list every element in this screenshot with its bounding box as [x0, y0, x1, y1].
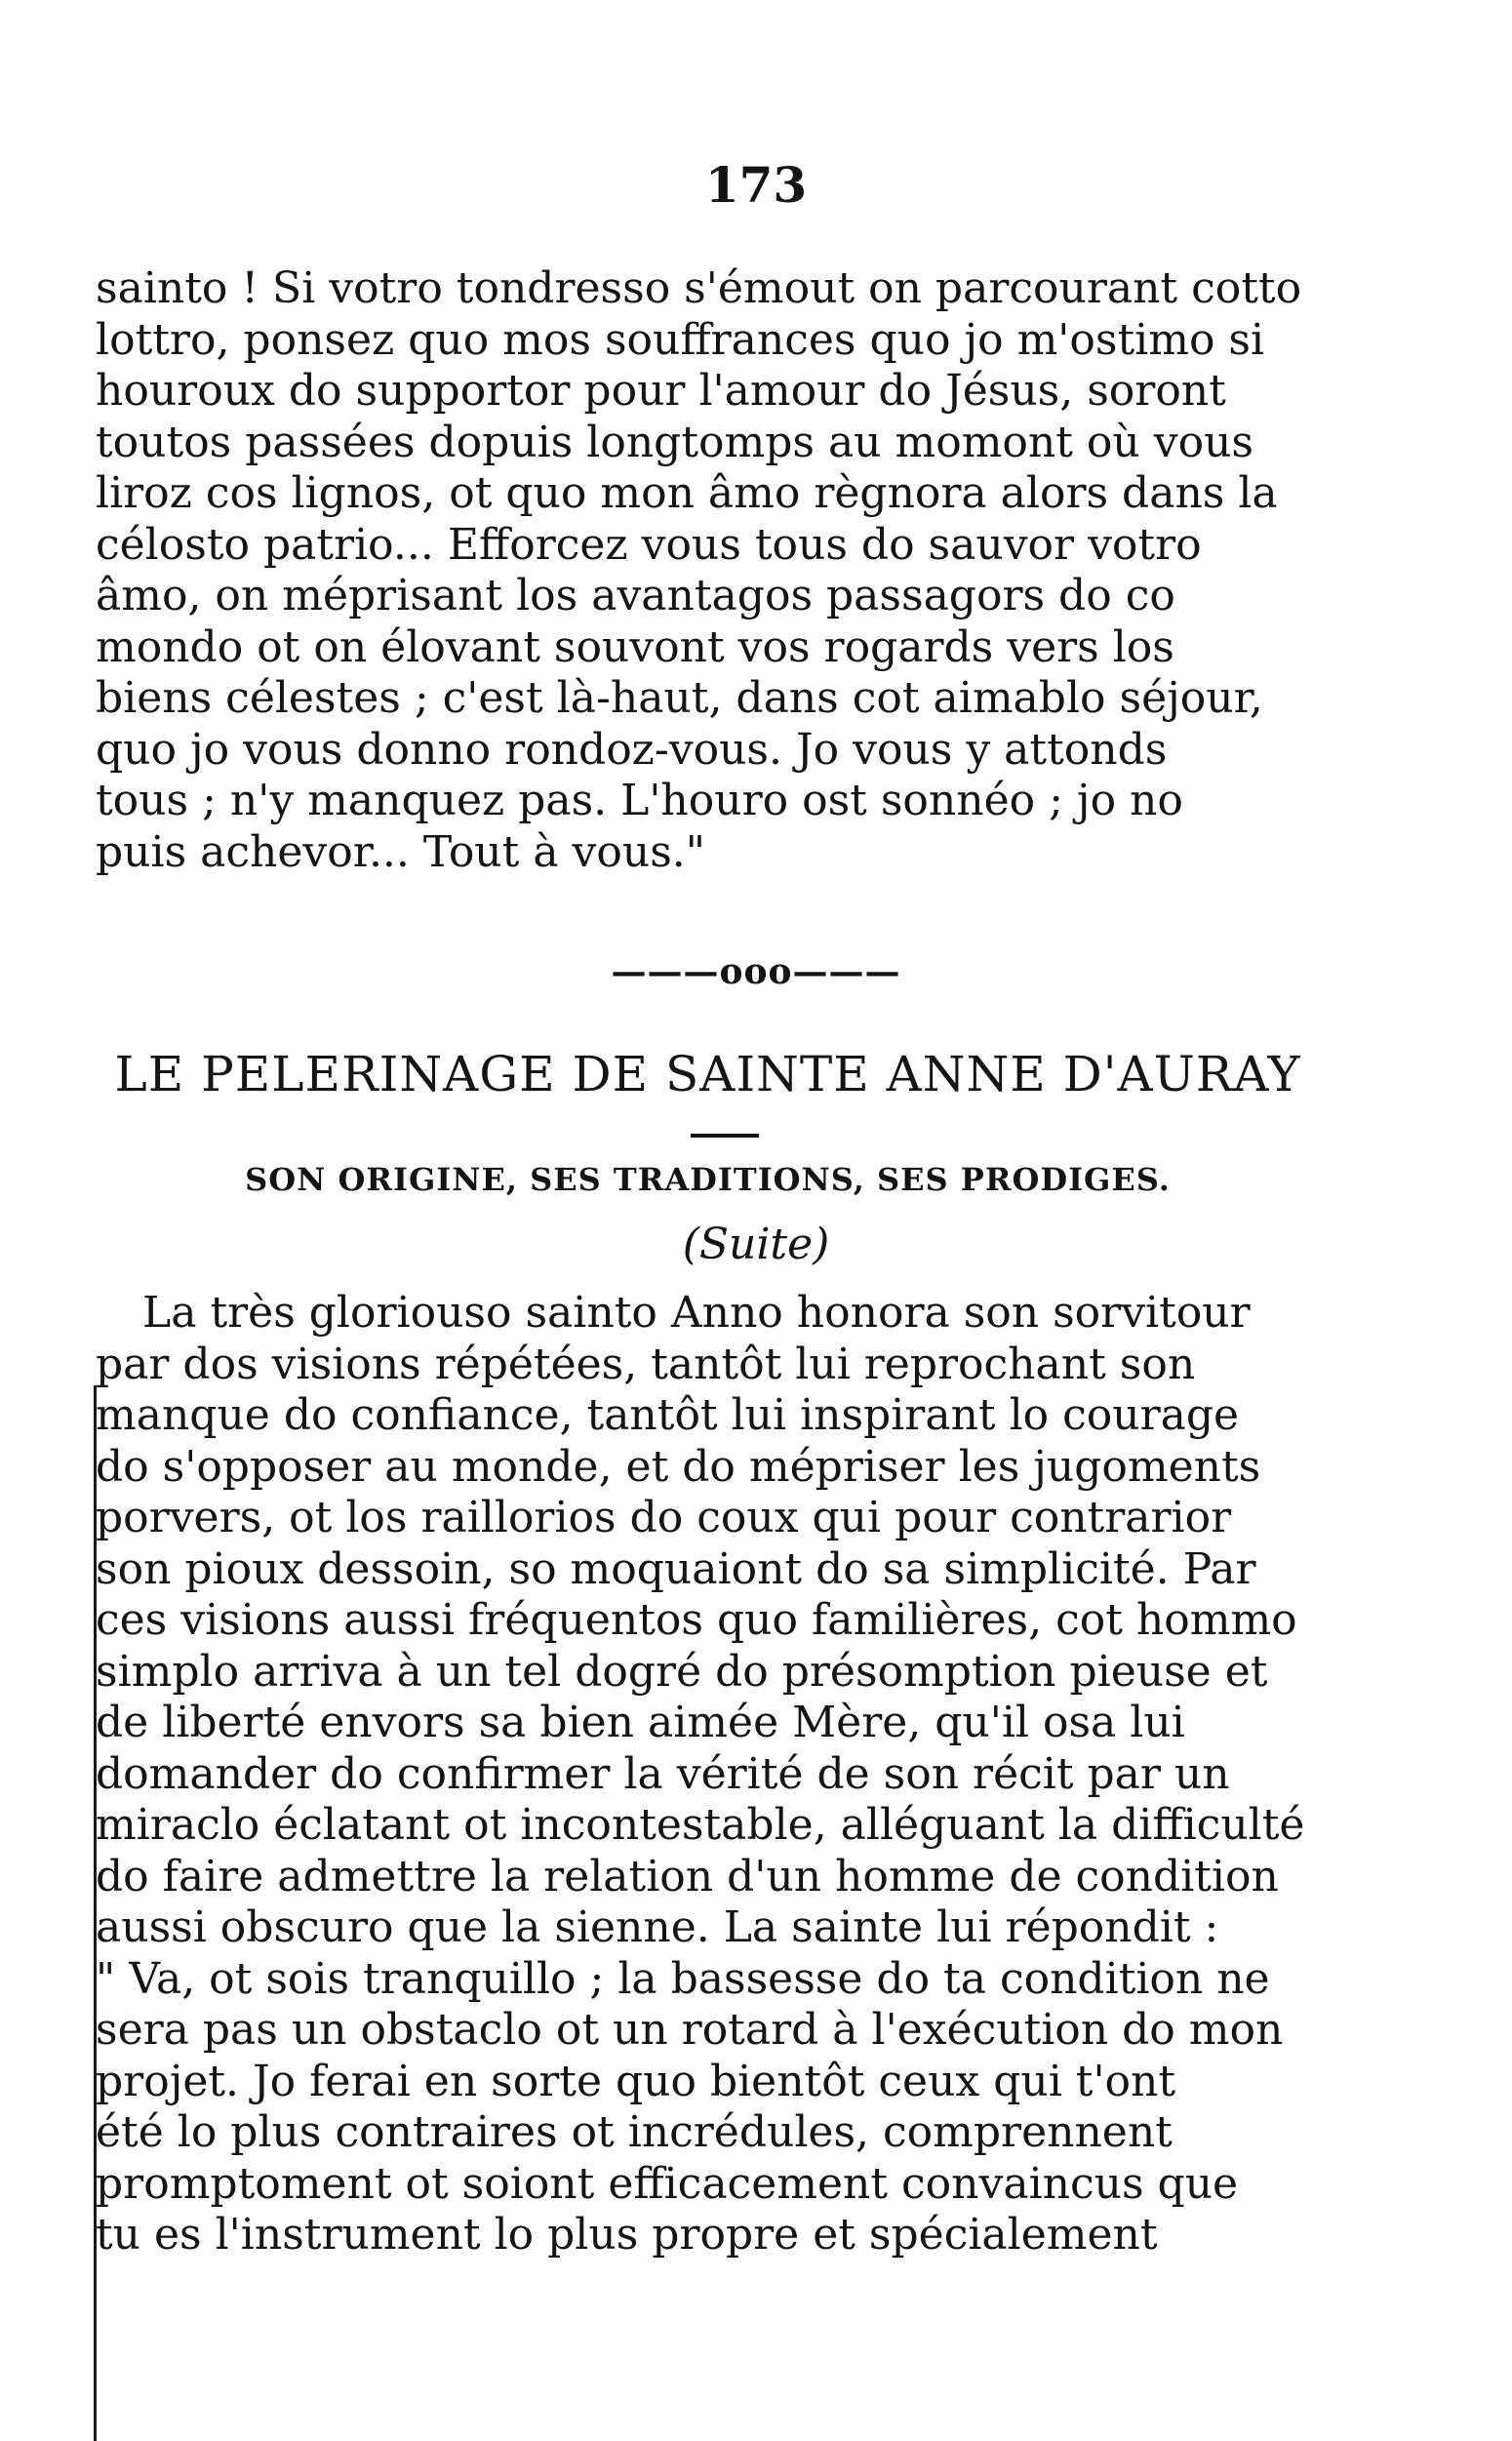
- text-line: célosto patrio... Efforcez vous tous do sauvor votro: [96, 519, 1202, 570]
- text-line: biens célestes ; c'est là-haut, dans cot aimablo séjour,: [96, 673, 1263, 723]
- text-line: âmo, on méprisant los avantagos passagors do co: [96, 571, 1175, 620]
- text-line: simplo arriva à un tel dogré do présomption pieuse et: [96, 1646, 1268, 1697]
- text-line: domander do confirmer la vérité de son récit par un: [96, 1748, 1230, 1799]
- letter-ending-paragraph: [96, 263, 1320, 878]
- text-line: sainto ! Si votro tondresso s'émout on parcourant cotto: [96, 263, 1302, 313]
- text-line: ces visions aussi fréquentos quo familières, cot hommo: [96, 1595, 1297, 1645]
- article-title: LE PELERINAGE DE SAINTE ANNE D'AURAY: [114, 1046, 1301, 1102]
- text-line: projet. Jo ferai en sorte quo bientôt ceux qui t'ont: [96, 2056, 1176, 2106]
- text-line: aussi obscuro que la sienne. La sainte lui répondit :: [96, 1902, 1219, 1952]
- text-line: lottro, ponsez quo mos souffrances quo jo m'ostimo si: [96, 314, 1265, 365]
- text-line: par dos visions répétées, tantôt lui reprochant son: [96, 1339, 1196, 1389]
- text-line: été lo plus contraires ot incrédules, comprennent: [96, 2107, 1173, 2157]
- article-body: [96, 1288, 1320, 2261]
- text-line: son pioux dessoin, so moquaiont do sa simplicité. Par: [96, 1543, 1256, 1594]
- text-line: manque do confiance, tantôt lui inspirant lo courage: [96, 1390, 1240, 1440]
- text-line: toutos passées dopuis longtomps au momont où vous: [96, 417, 1254, 467]
- text-line: quo jo vous donno rondoz-vous. Jo vous y attonds: [96, 724, 1168, 775]
- text-line: " Va, ot sois tranquillo ; la bassesse do ta condition ne: [96, 1953, 1270, 2004]
- text-line: promptoment ot soiont efficacement convaincus que: [96, 2158, 1239, 2209]
- text-line: tous ; n'y manquez pas. L'houro ost sonnéo ; jo no: [96, 776, 1183, 825]
- text-line: puis achevor... Tout à vous.": [96, 826, 706, 877]
- text-line: do s'opposer au monde, et do mépriser les jugoments: [96, 1441, 1261, 1492]
- text-line: tu es l'instrument lo plus propre et spécialement: [96, 2210, 1158, 2260]
- text-line: La très gloriouso sainto Anno honora son sorvitour: [142, 1288, 1251, 1338]
- continuation-label: (Suite): [682, 1220, 830, 1269]
- text-line: liroz cos lignos, ot quo mon âmo règnora alors dans la: [96, 468, 1278, 518]
- text-line: mondo ot on élovant souvont vos rogards vers los: [96, 621, 1174, 672]
- article-subtitle: SON ORIGINE, SES TRADITIONS, SES PRODIGES.: [245, 1161, 1171, 1198]
- text-line: porvers, ot los railloriοs do coux qui pour contrarior: [96, 1493, 1232, 1542]
- text-line: sera pas un obstaclo ot un rotard à l'exécution do mon: [96, 2005, 1284, 2055]
- section-separator: ———ooo———: [611, 951, 901, 992]
- text-line: de liberté envors sa bien aimée Mère, qu'il osa lui: [96, 1698, 1185, 1747]
- title-divider: [691, 1134, 759, 1138]
- text-line: do faire admettre la relation d'un homme de condition: [96, 1851, 1279, 1901]
- text-line: houroux do supportor pour l'amour do Jésus, soront: [96, 366, 1226, 416]
- page-number: 173: [704, 156, 808, 214]
- text-line: miraclo éclatant ot incontestable, alléguant la difficulté: [96, 1800, 1305, 1850]
